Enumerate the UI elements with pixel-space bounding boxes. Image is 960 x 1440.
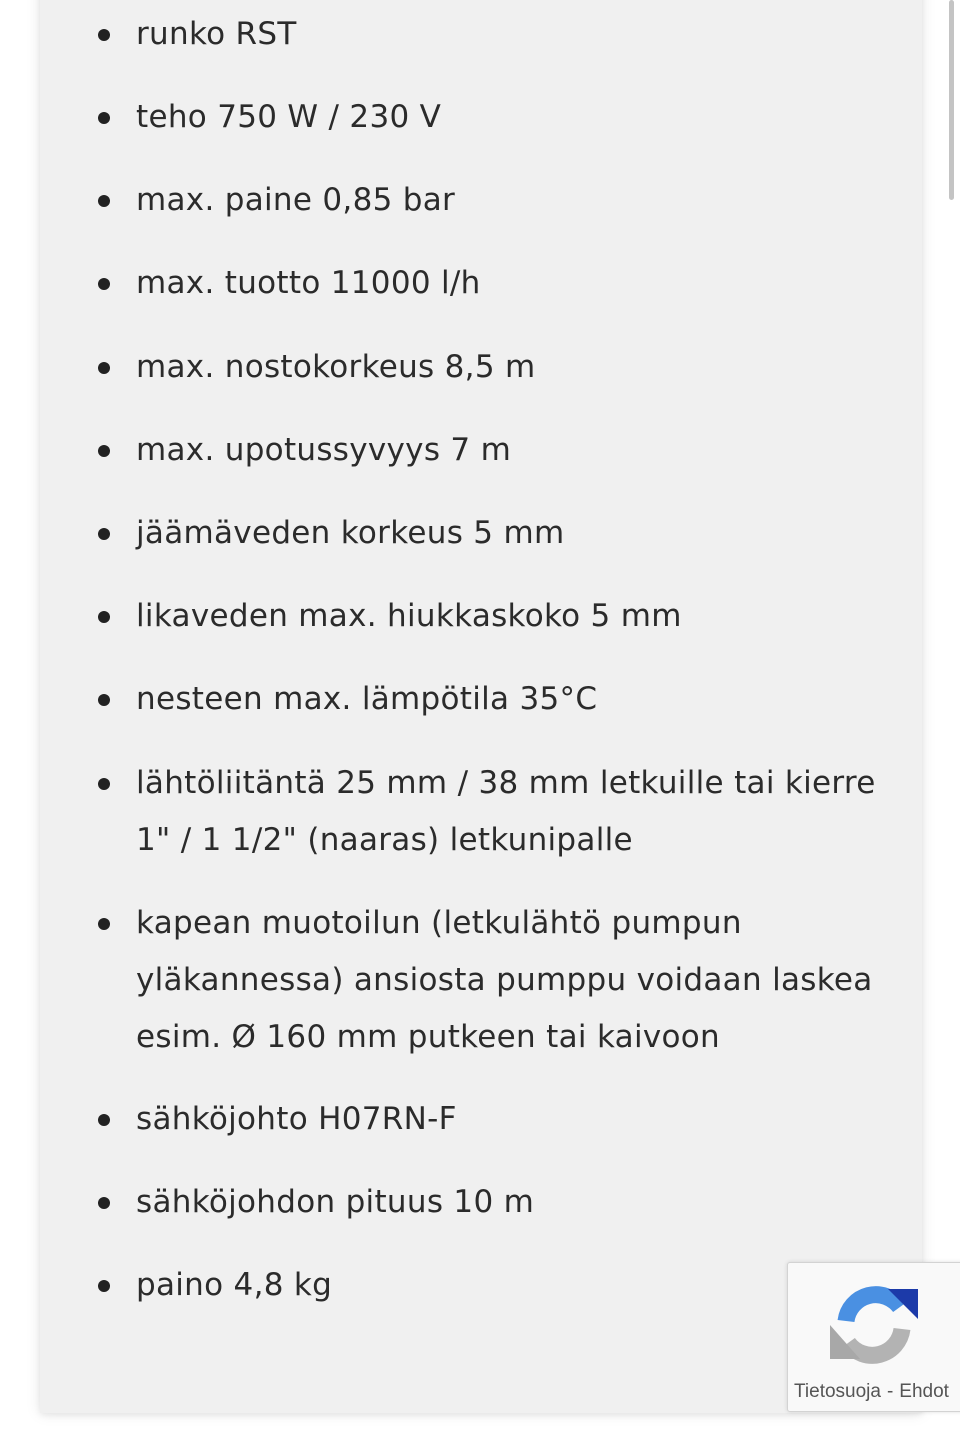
spec-text: max. paine 0,85 bar — [136, 182, 456, 218]
spec-item — [136, 505, 896, 562]
spec-text: runko RST — [136, 16, 297, 52]
spec-item — [136, 1174, 896, 1231]
recaptcha-links — [794, 1381, 949, 1403]
spec-text: sähköjohdon pituus 10 m — [136, 1184, 535, 1220]
bullet-icon — [98, 611, 110, 623]
bullet-icon — [98, 1197, 110, 1209]
spec-text: max. tuotto 11000 l/h — [136, 265, 481, 301]
spec-text: lähtöliitäntä 25 mm / 38 mm letkuille tai kierre 1" / 1 1/2" (naaras) letkunipalle — [136, 765, 876, 858]
bullet-icon — [98, 1280, 110, 1292]
spec-item — [136, 1257, 896, 1314]
bullet-icon — [98, 29, 110, 41]
spec-text: jäämäveden korkeus 5 mm — [136, 515, 565, 551]
spec-item — [136, 1091, 896, 1148]
bullet-icon — [98, 778, 110, 790]
bullet-icon — [98, 694, 110, 706]
spec-item — [136, 422, 896, 479]
bullet-icon — [98, 362, 110, 374]
spec-text: max. upotussyvyys 7 m — [136, 432, 512, 468]
spec-item — [136, 895, 896, 1066]
spec-text: sähköjohto H07RN-F — [136, 1101, 457, 1137]
page-scrollbar[interactable] — [949, 0, 954, 200]
terms-link[interactable]: Ehdot — [899, 1381, 949, 1402]
spec-text: nesteen max. lämpötila 35°C — [136, 681, 598, 717]
spec-item — [136, 172, 896, 229]
link-separator: - — [886, 1381, 894, 1402]
spec-item — [136, 588, 896, 645]
bullet-icon — [98, 528, 110, 540]
bullet-icon — [98, 278, 110, 290]
spec-text: paino 4,8 kg — [136, 1267, 333, 1303]
spec-item — [136, 671, 896, 728]
bullet-icon — [98, 918, 110, 930]
spec-item — [136, 89, 896, 146]
spec-item — [136, 6, 896, 63]
privacy-link[interactable]: Tietosuoja — [794, 1381, 881, 1402]
spec-item — [136, 255, 896, 312]
bullet-icon — [98, 195, 110, 207]
spec-text: teho 750 W / 230 V — [136, 99, 442, 135]
spec-text: kapean muotoilun (letkulähtö pumpun yläkannessa) ansiosta pumppu voidaan laskea esim. Ø 160 mm putkeen tai kaivoon — [136, 905, 873, 1055]
recaptcha-logo-icon — [826, 1277, 922, 1373]
product-specs-card — [40, 0, 922, 1413]
spec-text: max. nostokorkeus 8,5 m — [136, 349, 536, 385]
recaptcha-badge[interactable] — [787, 1262, 960, 1412]
bullet-icon — [98, 112, 110, 124]
spec-item — [136, 755, 896, 869]
bullet-icon — [98, 445, 110, 457]
spec-item — [136, 339, 896, 396]
bullet-icon — [98, 1114, 110, 1126]
spec-text: likaveden max. hiukkaskoko 5 mm — [136, 598, 682, 634]
